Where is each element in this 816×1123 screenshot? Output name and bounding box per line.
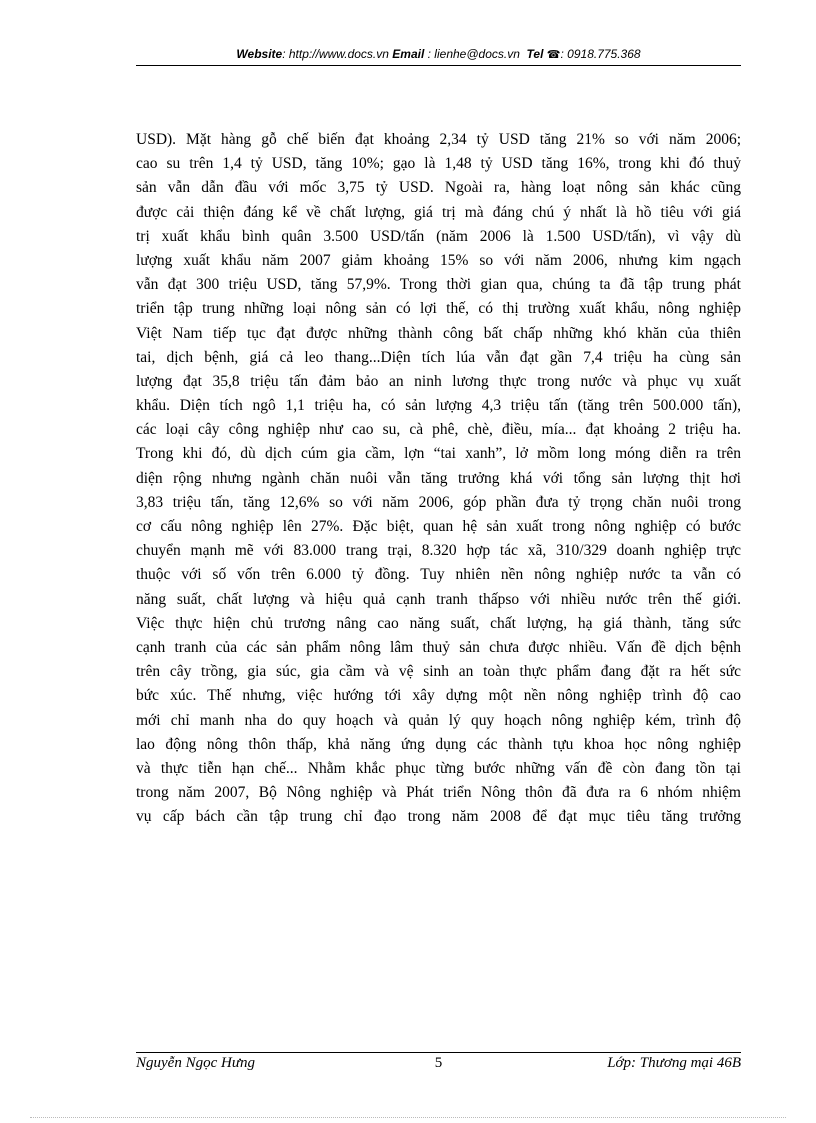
email-label: Email [392,47,425,61]
page-number: 5 [434,1055,443,1071]
website-url[interactable]: : http://www.docs.vn [282,47,389,61]
text-line: năng suất, chất lượng và hiệu quả cạnh tranh thấpso với nhiều nước trên thế giới. [136,590,741,608]
text-line: diện rộng nhưng ngành chăn nuôi vẫn tăng trưởng khá với tổng sản lượng thịt hơi [136,469,741,487]
text-line: cao su trên 1,4 tỷ USD, tăng 10%; gạo là 1,48 tỷ USD tăng 16%, trong khi đó thuỷ [136,155,741,173]
text-line: các loại cây công nghiệp như cao su, cà phê, chè, điều, mía... đạt khoảng 2 triệu ha. [136,421,741,439]
text-line: khẩu. Diện tích ngô 1,1 triệu ha, có sản lượng 4,3 triệu tấn (tăng trên 500.000 tấn), [136,397,741,415]
tel-label: Tel [526,47,544,61]
text-line: mới chỉ manh nha do quy hoạch và quản lý quy hoạch nông nghiệp kém, trình độ [136,711,741,729]
text-line: Việt Nam tiếp tục đạt được những thành công bất chấp những khó khăn của thiên [136,324,741,342]
text-line: chuyển mạnh mẽ với 83.000 trang trại, 8.320 hợp tác xã, 310/329 doanh nghiệp trực [136,542,741,560]
footer-divider [136,1052,741,1053]
tel-number: : 0918.775.368 [560,47,641,61]
text-line: sản vẫn dẫn đầu với mốc 3,75 tỷ USD. Ngoài ra, hàng loạt nông sản khác cũng [136,179,741,197]
text-line: tai, dịch bệnh, giá cả leo thang...Diện tích lúa vẫn đạt gần 7,4 triệu ha cùng sản [136,348,741,366]
body-paragraph [136,128,741,829]
text-line: trị xuất khẩu bình quân 3.500 USD/tấn (năm 2006 là 1.500 USD/tấn), vì vậy dù [136,227,741,245]
text-line: triển tập trung những loại nông sản có lợi thế, có thị trường xuất khẩu, nông nghiệp [136,300,741,318]
text-line: được cải thiện đáng kể về chất lượng, giá trị mà đáng chú ý nhất là hồ tiêu với giá [136,203,741,221]
text-line: trên cây trồng, gia súc, gia cầm và vệ sinh an toàn thực phẩm đang đặt ra hết sức [136,663,741,681]
text-line: USD). Mặt hàng gỗ chế biến đạt khoảng 2,34 tỷ USD tăng 21% so với năm 2006; [136,131,741,148]
text-line: cạnh tranh của các sản phẩm nông lâm thuỷ sản chưa được nhiều. Vấn đề dịch bệnh [136,638,741,656]
email-address[interactable]: : lienhe@docs.vn [427,47,520,61]
phone-icon: ☎ [546,49,561,61]
text-line: thuộc với số vốn trên 6.000 tỷ đồng. Tuy nhiên nền nông nghiệp nước ta vẫn có [136,566,741,584]
footer-class: Lớp: Thương mại 46B [607,1055,741,1071]
text-line: lao động nông thôn thấp, khả năng ứng dụng các thành tựu khoa học nông nghiệp [136,735,741,753]
text-line: và thực tiễn hạn chế... Nhằm khắc phục từng bước những vấn đề còn đang tồn tại [136,759,741,777]
text-line: lượng xuất khẩu năm 2007 giảm khoảng 15% so với năm 2006, nhưng kim ngạch [136,251,741,269]
website-label: Website [236,47,283,61]
text-line: Việc thực hiện chủ trương nâng cao năng suất, chất lượng, hạ giá thành, tăng sức [136,614,741,632]
text-line: Trong khi đó, dù dịch cúm gia cầm, lợn “tai xanh”, lở mồm long móng diễn ra trên [136,445,741,463]
footer-author: Nguyễn Ngọc Hưng [136,1055,255,1071]
text-line: 3,83 triệu tấn, tăng 12,6% so với năm 2006, góp phần đưa tỷ trọng chăn nuôi trong [136,493,741,511]
text-line: vẫn đạt 300 triệu USD, tăng 57,9%. Trong thời gian qua, chúng ta đã tập trung phát [136,276,741,294]
text-line: vụ cấp bách cần tập trung chỉ đạo trong năm 2008 để đạt mục tiêu tăng trưởng [136,808,741,826]
text-line: bức xúc. Thế nhưng, việc hướng tới xây dựng một nền nông nghiệp trình độ cao [136,687,741,705]
text-line: trong năm 2007, Bộ Nông nghiệp và Phát triển Nông thôn đã đưa ra 6 nhóm nhiệm [136,784,741,802]
text-line: lượng đạt 35,8 triệu tấn đảm bảo an ninh lương thực trong nước và phục vụ xuất [136,372,741,390]
page-header [136,47,741,66]
text-line: cơ cấu nông nghiệp lên 27%. Đặc biệt, quan hệ sản xuất trong nông nghiệp có bước [136,518,741,535]
page-edge [30,1117,786,1118]
